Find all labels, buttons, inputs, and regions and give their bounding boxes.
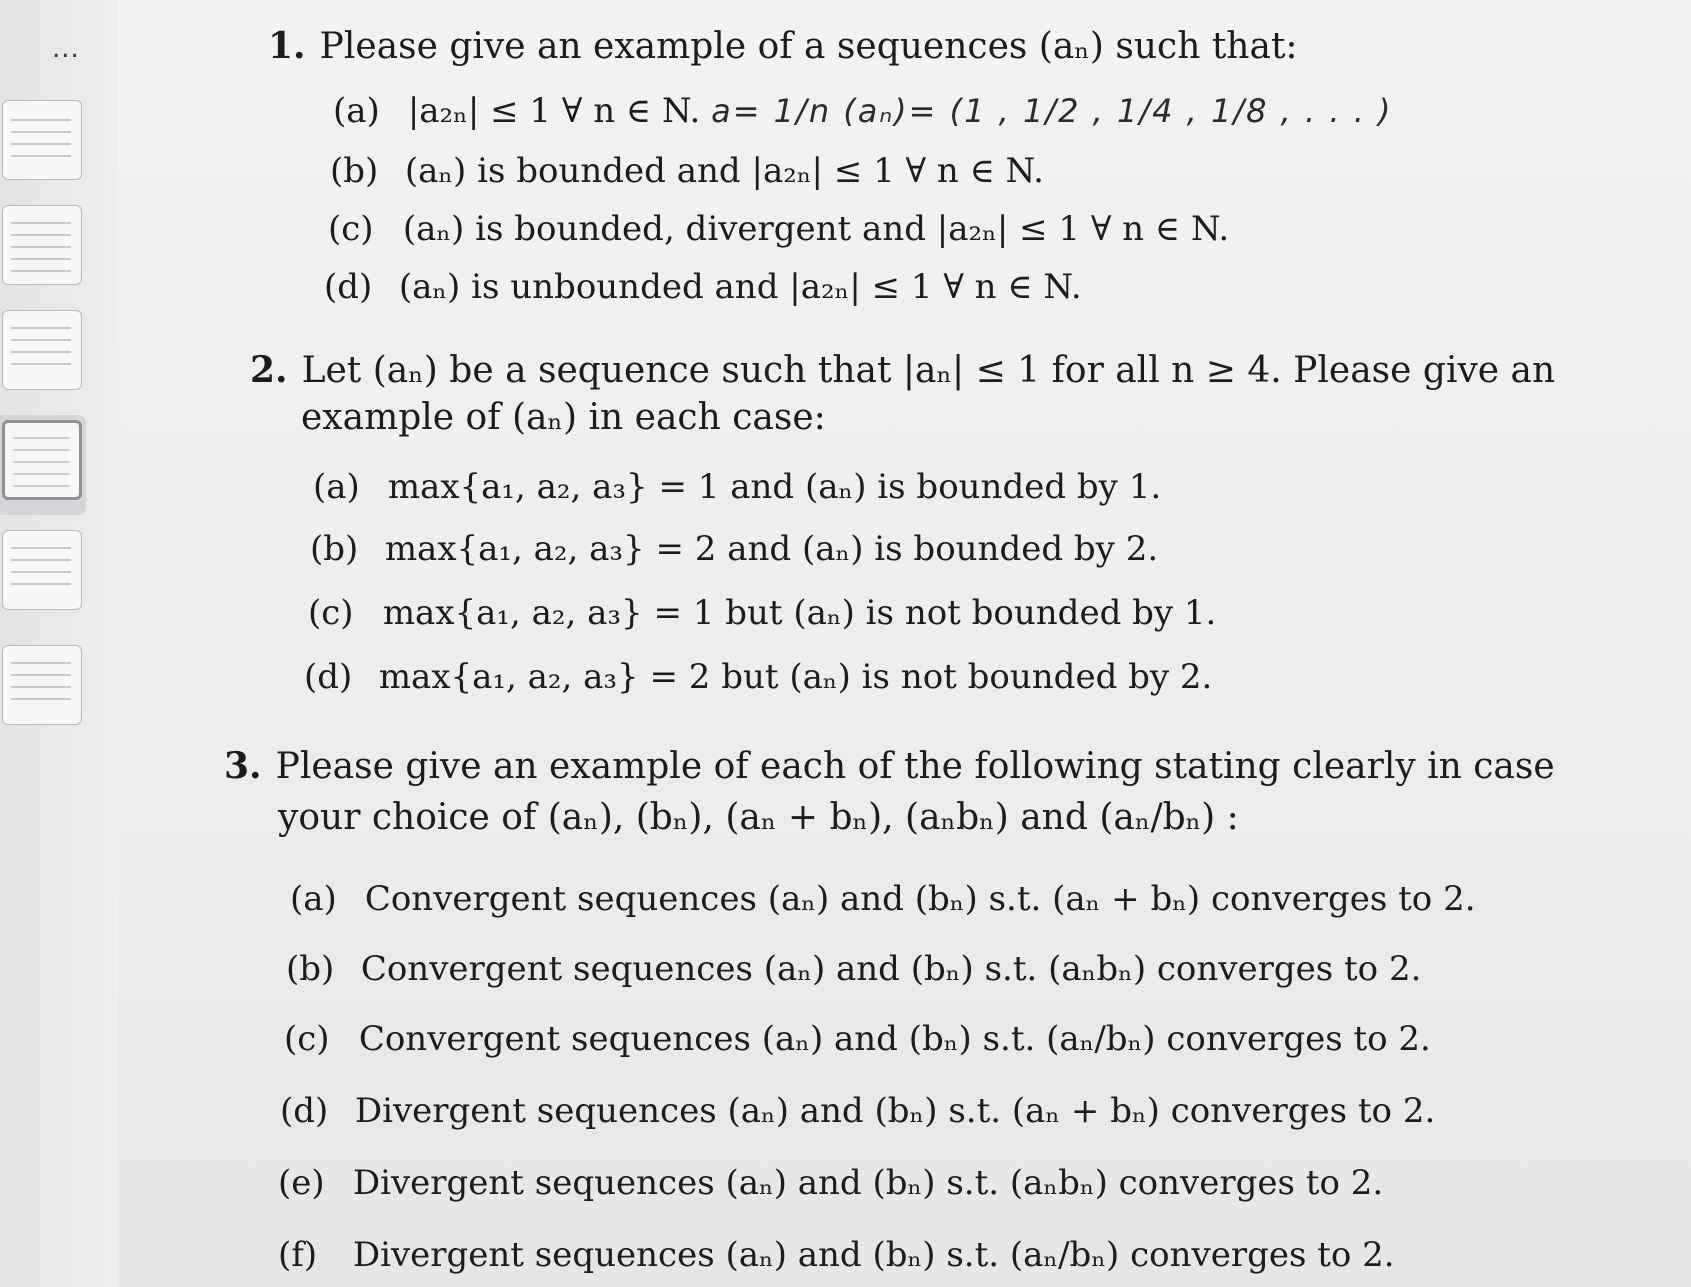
q3-item-d <box>280 1091 1436 1131</box>
thumbnail-sidebar <box>0 0 119 1287</box>
item-label: (f) <box>278 1235 318 1275</box>
item-text: Convergent sequences (aₙ) and (bₙ) s.t. (aₙ + bₙ) converges to 2. <box>364 879 1476 919</box>
question-text: Please give an example of a sequences (aₙ) such that: <box>319 26 1298 67</box>
q1-item-a <box>333 91 1393 131</box>
item-text: max{a₁, a₂, a₃} = 1 but (aₙ) is not bounded by 1. <box>382 593 1217 633</box>
q1-item-c <box>328 209 1230 249</box>
q1-item-b <box>330 151 1044 191</box>
question-text-line-1: Please give an example of each of the following stating clearly in case <box>275 746 1555 787</box>
item-label: (e) <box>278 1163 325 1203</box>
page-thumbnail-1[interactable] <box>2 100 82 180</box>
q3-item-c <box>284 1019 1431 1059</box>
page-thumbnail-2[interactable] <box>2 205 82 285</box>
q3-item-f <box>278 1235 1395 1275</box>
item-label: (c) <box>284 1019 330 1059</box>
item-label: (d) <box>280 1091 329 1131</box>
item-label: (c) <box>328 209 374 249</box>
item-label: (a) <box>313 467 360 507</box>
question-1 <box>268 25 1298 67</box>
item-label: (a) <box>333 91 380 131</box>
question-text-line-2: your choice of (aₙ), (bₙ), (aₙ + bₙ), (aₙbₙ) and (aₙ/bₙ) : <box>278 797 1239 838</box>
item-text: Divergent sequences (aₙ) and (bₙ) s.t. (aₙ/bₙ) converges to 2. <box>352 1235 1395 1275</box>
item-text: max{a₁, a₂, a₃} = 2 but (aₙ) is not bounded by 2. <box>378 657 1213 697</box>
q2-item-c <box>308 593 1217 633</box>
item-text: max{a₁, a₂, a₃} = 1 and (aₙ) is bounded by 1. <box>387 467 1162 507</box>
item-label: (b) <box>286 949 335 989</box>
question-number: 3. <box>224 745 262 787</box>
question-text-line-1: Let (aₙ) be a sequence such that |aₙ| ≤ 1 for all n ≥ 4. Please give an <box>301 350 1556 391</box>
page-thumbnail-6[interactable] <box>2 645 82 725</box>
item-label: (d) <box>324 267 373 307</box>
item-text: Convergent sequences (aₙ) and (bₙ) s.t. (aₙ/bₙ) converges to 2. <box>358 1019 1431 1059</box>
q3-item-a <box>290 879 1476 919</box>
more-options-button[interactable]: ... <box>52 34 80 64</box>
page-thumbnail-3[interactable] <box>2 310 82 390</box>
page-thumbnail-5[interactable] <box>2 530 82 610</box>
q2-item-b <box>310 529 1159 569</box>
q3-item-b <box>286 949 1422 989</box>
q1-item-d <box>324 267 1082 307</box>
item-text: (aₙ) is unbounded and |a₂ₙ| ≤ 1 ∀ n ∈ N. <box>398 267 1082 307</box>
q2-item-d <box>304 657 1213 697</box>
question-text-line-2: example of (aₙ) in each case: <box>301 397 826 438</box>
question-number: 2. <box>250 349 288 391</box>
item-text: Convergent sequences (aₙ) and (bₙ) s.t. (aₙbₙ) converges to 2. <box>360 949 1422 989</box>
item-text: max{a₁, a₂, a₃} = 2 and (aₙ) is bounded by 2. <box>384 529 1159 569</box>
q2-item-a <box>313 467 1162 507</box>
item-text: Divergent sequences (aₙ) and (bₙ) s.t. (aₙ + bₙ) converges to 2. <box>354 1091 1436 1131</box>
question-3-line-2 <box>278 797 1239 838</box>
item-text: (aₙ) is bounded and |a₂ₙ| ≤ 1 ∀ n ∈ N. <box>404 151 1044 191</box>
question-2-line-2 <box>301 397 826 438</box>
q3-item-e <box>278 1163 1384 1203</box>
item-text: (aₙ) is bounded, divergent and |a₂ₙ| ≤ 1 ∀ n ∈ N. <box>402 209 1230 249</box>
item-label: (b) <box>330 151 379 191</box>
item-label: (c) <box>308 593 354 633</box>
question-2 <box>250 349 1556 391</box>
item-text: |a₂ₙ| ≤ 1 ∀ n ∈ N. <box>407 91 701 131</box>
item-label: (d) <box>304 657 353 697</box>
handwritten-note: a= 1/n (aₙ)= (1 , 1/2 , 1/4 , 1/8 , . . . ) <box>711 92 1393 130</box>
page-thumbnail-4[interactable] <box>2 420 82 500</box>
item-label: (b) <box>310 529 359 569</box>
item-text: Divergent sequences (aₙ) and (bₙ) s.t. (aₙbₙ) converges to 2. <box>352 1163 1384 1203</box>
question-3 <box>224 745 1555 787</box>
item-label: (a) <box>290 879 337 919</box>
document-page <box>118 0 1691 1287</box>
question-number: 1. <box>268 25 306 67</box>
